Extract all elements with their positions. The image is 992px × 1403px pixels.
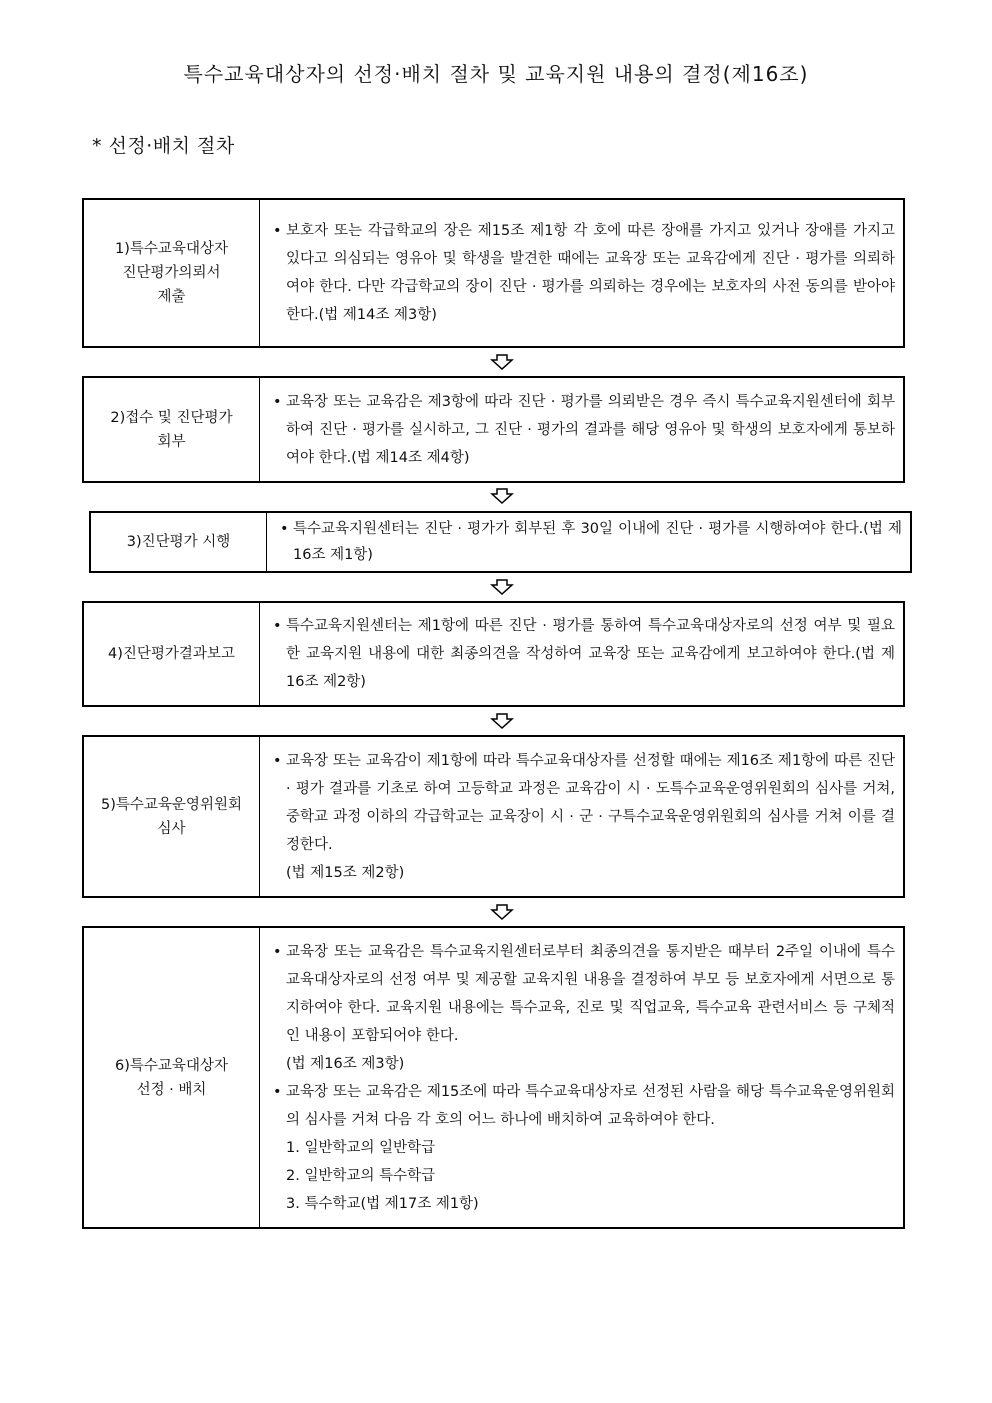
step-3-label-line-1: 3)진단평가 시행 <box>126 534 231 550</box>
step-3-content <box>267 513 910 571</box>
step-3-box <box>89 511 912 573</box>
step-1-label-line-3: 제출 <box>157 289 186 305</box>
down-arrow-icon <box>490 488 514 504</box>
step-6-list-item-3: 3. 특수학교(법 제17조 제1항) <box>286 1195 479 1212</box>
step-4-label <box>84 603 260 705</box>
section-subtitle: * 선정·배치 절차 <box>92 135 235 157</box>
step-2-label-line-1: 2)접수 및 진단평가 <box>110 409 233 426</box>
step-6-paragraph-1: • 교육장 또는 교육감은 특수교육지원센터로부터 최종의견을 통지받은 때부터 2주일 이내에 특수교육대상자로의 선정 여부 및 제공할 교육지원 내용을 결정하여 부모 등 보호자에게 서면으로 통지하여야 한다. 교육지원 내용에는 특수교육, 진로 및 직업교육, 특수교육 관련서비스 등 구체적인 내용이 포함되어야 한다. <box>272 938 895 1050</box>
step-5-label-line-2: 심사 <box>157 820 186 837</box>
step-4-label-line-1: 4)진단평가결과보고 <box>108 646 235 662</box>
step-1-label <box>84 200 260 346</box>
step-2-paragraph: • 교육장 또는 교육감은 제3항에 따라 진단 · 평가를 의뢰받은 경우 즉시 특수교육지원센터에 회부하여 진단 · 평가를 실시하고, 그 진단 · 평가의 결과를 해당 영유아 및 학생의 보호자에게 통보하여야 한다.(법 제14조 제4항) <box>272 388 895 472</box>
step-5-label-line-1: 5)특수교육운영위원회 <box>101 796 242 813</box>
step-4-paragraph: • 특수교육지원센터는 제1항에 따른 진단 · 평가를 통하여 특수교육대상자로의 선정 여부 및 필요한 교육지원 내용에 대한 최종의견을 작성하여 교육장 또는 교육감에게 보고하여야 한다.(법 제16조 제2항) <box>272 612 895 696</box>
document-title: 특수교육대상자의 선정·배치 절차 및 교육지원 내용의 결정(제16조) <box>183 62 809 86</box>
step-2-label-line-2: 회부 <box>157 433 186 450</box>
step-6-law-reference: (법 제16조 제3항) <box>286 1055 405 1072</box>
down-arrow-icon <box>490 713 514 729</box>
step-2-box <box>82 376 905 483</box>
step-1-box <box>82 198 905 348</box>
step-6-label-line-1: 6)특수교육대상자 <box>115 1057 228 1074</box>
step-6-label-line-2: 선정 · 배치 <box>136 1081 207 1098</box>
step-6-list-item-1: 1. 일반학교의 일반학급 <box>286 1139 436 1156</box>
down-arrow-icon <box>490 354 514 370</box>
step-2-content <box>260 378 903 481</box>
down-arrow-icon <box>490 579 514 595</box>
step-4-content <box>260 603 903 705</box>
step-5-paragraph: • 교육장 또는 교육감이 제1항에 따라 특수교육대상자를 선정할 때에는 제16조 제1항에 따른 진단 · 평가 결과를 기초로 하여 고등학교 과정은 교육감이 시 · 도특수교육운영위원회의 심사를 거쳐, 중학교 과정 이하의 각급학교는 교육장이 시 · 군 · 구특수교육운영위원회의 심사를 거쳐 이를 결정한다. <box>272 747 895 859</box>
down-arrow-icon <box>490 904 514 920</box>
step-6-box <box>82 926 905 1229</box>
step-1-label-line-2: 진단평가의뢰서 <box>122 265 221 281</box>
step-2-label <box>84 378 260 481</box>
step-1-content <box>260 200 903 346</box>
step-4-box <box>82 601 905 707</box>
step-6-paragraph-2: • 교육장 또는 교육감은 제15조에 따라 특수교육대상자로 선정된 사람을 해당 특수교육운영위원회의 심사를 거쳐 다음 각 호의 어느 하나에 배치하여 교육하여야 한다. <box>272 1078 895 1134</box>
step-5-box <box>82 735 905 898</box>
step-6-content <box>260 928 903 1227</box>
step-5-label <box>84 737 260 896</box>
step-1-label-line-1: 1)특수교육대상자 <box>115 241 228 257</box>
step-5-law-reference: (법 제15조 제2항) <box>286 864 405 881</box>
step-3-label <box>91 513 267 571</box>
step-6-list-item-2: 2. 일반학교의 특수학급 <box>286 1167 436 1184</box>
step-1-paragraph: • 보호자 또는 각급학교의 장은 제15조 제1항 각 호에 따른 장애를 가지고 있거나 장애를 가지고 있다고 의심되는 영유아 및 학생을 발견한 때에는 교육장 또는 교육감에게 진단 · 평가를 의뢰하여야 한다. 다만 각급학교의 장이 진단 · 평가를 의뢰하는 경우에는 보호자의 사전 동의를 받아야 한다.(법 제14조 제3항) <box>272 217 895 329</box>
step-6-label <box>84 928 260 1227</box>
step-5-content <box>260 737 903 896</box>
step-3-paragraph: • 특수교육지원센터는 진단 · 평가가 회부된 후 30일 이내에 진단 · 평가를 시행하여야 한다.(법 제16조 제1항) <box>279 516 902 568</box>
